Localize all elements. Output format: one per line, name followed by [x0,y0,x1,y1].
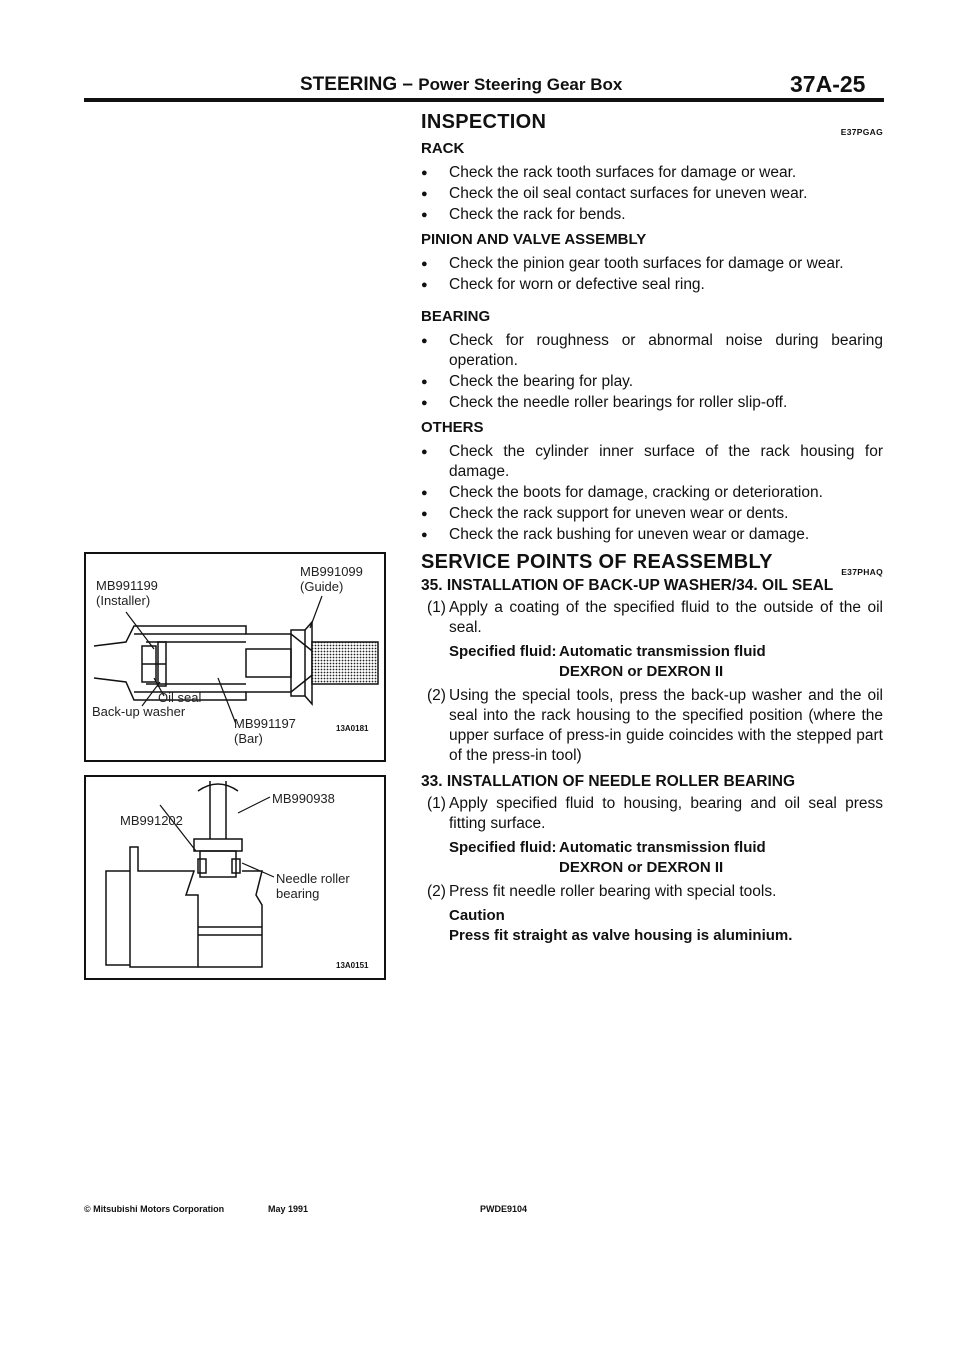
step-number: (2) [427,883,446,900]
step-text: Using the special tools, press the back-up washer and the oil seal into the rack housing to the specified position (where the upper surface of press-in guide coincides with the stepped part of the press-in tool) [449,687,883,764]
fluid-label: Specified fluid: [449,839,557,856]
bar-code: MB991197 [234,716,296,731]
proc33-title: 33. INSTALLATION OF NEEDLE ROLLER BEARING [421,773,796,790]
list-item: ● Check the needle roller bearings for roller slip-off. [421,393,883,413]
bar-label [234,716,296,746]
list-item: ● Check the rack bushing for uneven wear or damage. [421,525,883,545]
figure-needle-bearing-installation [84,775,386,980]
needle-line2: bearing [276,886,320,901]
list-item: ● Check the oil seal contact surfaces for uneven wear. [421,184,883,204]
page-number: 37A-25 [790,71,866,97]
caution-text: Press fit straight as valve housing is aluminium. [449,927,793,944]
list-item: ● Check the boots for damage, cracking or deterioration. [421,483,883,503]
fluid-line1: Automatic transmission fluid [559,643,766,660]
needle-line1: Needle roller [276,871,350,886]
fluid-line1: Automatic transmission fluid [559,839,766,856]
rack-list [421,163,883,225]
others-list [421,442,883,545]
service-title: SERVICE POINTS OF REASSEMBLY [421,551,773,573]
inspection-section [421,112,883,550]
oil-seal-label: Oil seal [158,690,202,705]
header-rule [84,98,884,102]
figure-code: 13A0151 [336,961,369,970]
bar-name: (Bar) [234,731,263,746]
header-title-sub: Power Steering Gear Box [418,75,623,94]
installer-label [96,578,158,608]
step-text: Apply specified fluid to housing, bearing and oil seal press fitting surface. [449,795,883,832]
footer-doc-code: PWDE9104 [480,1204,528,1214]
installer-name: (Installer) [96,593,151,608]
header-dash: – [402,74,413,95]
specified-fluid [449,642,883,682]
step-item [421,794,883,878]
footer-copyright: © Mitsubishi Motors Corporation [84,1204,225,1214]
guide-label [300,564,363,594]
fluid-line2: DEXRON or DEXRON II [559,859,724,876]
service-code: E37PHAQ [841,567,883,577]
list-item: ● Check for roughness or abnormal noise during bearing operation. [421,331,883,371]
header-title-main: STEERING [300,74,398,95]
list-item: ● Check for worn or defective seal ring. [421,275,883,295]
list-item: ● Check the bearing for play. [421,372,883,392]
proc33-steps [421,794,883,946]
step-item [421,686,883,766]
tool-left-label: MB991202 [120,813,183,828]
pinion-heading: PINION AND VALVE ASSEMBLY [421,231,647,248]
step-number: (1) [427,795,446,812]
installer-code: MB991199 [96,578,158,593]
step-item [421,598,883,682]
fluid-label: Specified fluid: [449,643,557,660]
bearing-heading: BEARING [421,308,491,325]
tool-right-label: MB990938 [272,791,335,806]
guide-code: MB991099 [300,564,363,579]
specified-fluid [449,838,883,878]
needle-bearing-label [276,871,350,901]
footer-date: May 1991 [268,1204,309,1214]
list-item: ● Check the rack tooth surfaces for damage or wear. [421,163,883,183]
header-title [300,74,622,98]
list-item: ● Check the rack support for uneven wear or dents. [421,504,883,524]
guide-name: (Guide) [300,579,344,594]
figure-code: 13A0181 [336,724,369,733]
step-item [421,882,883,946]
step-text: Press fit needle roller bearing with special tools. [449,883,777,900]
step-number: (1) [427,599,446,616]
figure-oil-seal-installation [84,552,386,762]
list-item: ● Check the cylinder inner surface of the rack housing for damage. [421,442,883,482]
rack-heading: RACK [421,140,465,157]
step-number: (2) [427,687,446,704]
caution-title: Caution [449,907,505,924]
inspection-code: E37PGAG [840,127,883,137]
backup-washer-label: Back-up washer [92,704,186,719]
list-item: ● Check the rack for bends. [421,205,883,225]
pinion-list [421,254,883,295]
list-item: ● Check the pinion gear tooth surfaces for damage or wear. [421,254,883,274]
proc35-title: 35. INSTALLATION OF BACK-UP WASHER/34. OIL SEAL [421,577,834,594]
fluid-line2: DEXRON or DEXRON II [559,663,724,680]
others-heading: OTHERS [421,419,484,436]
step-text: Apply a coating of the specified fluid to the outside of the oil seal. [449,599,883,636]
inspection-title: INSPECTION [421,111,547,133]
service-section [421,552,883,952]
proc35-steps [421,598,883,766]
bearing-list [421,331,883,413]
